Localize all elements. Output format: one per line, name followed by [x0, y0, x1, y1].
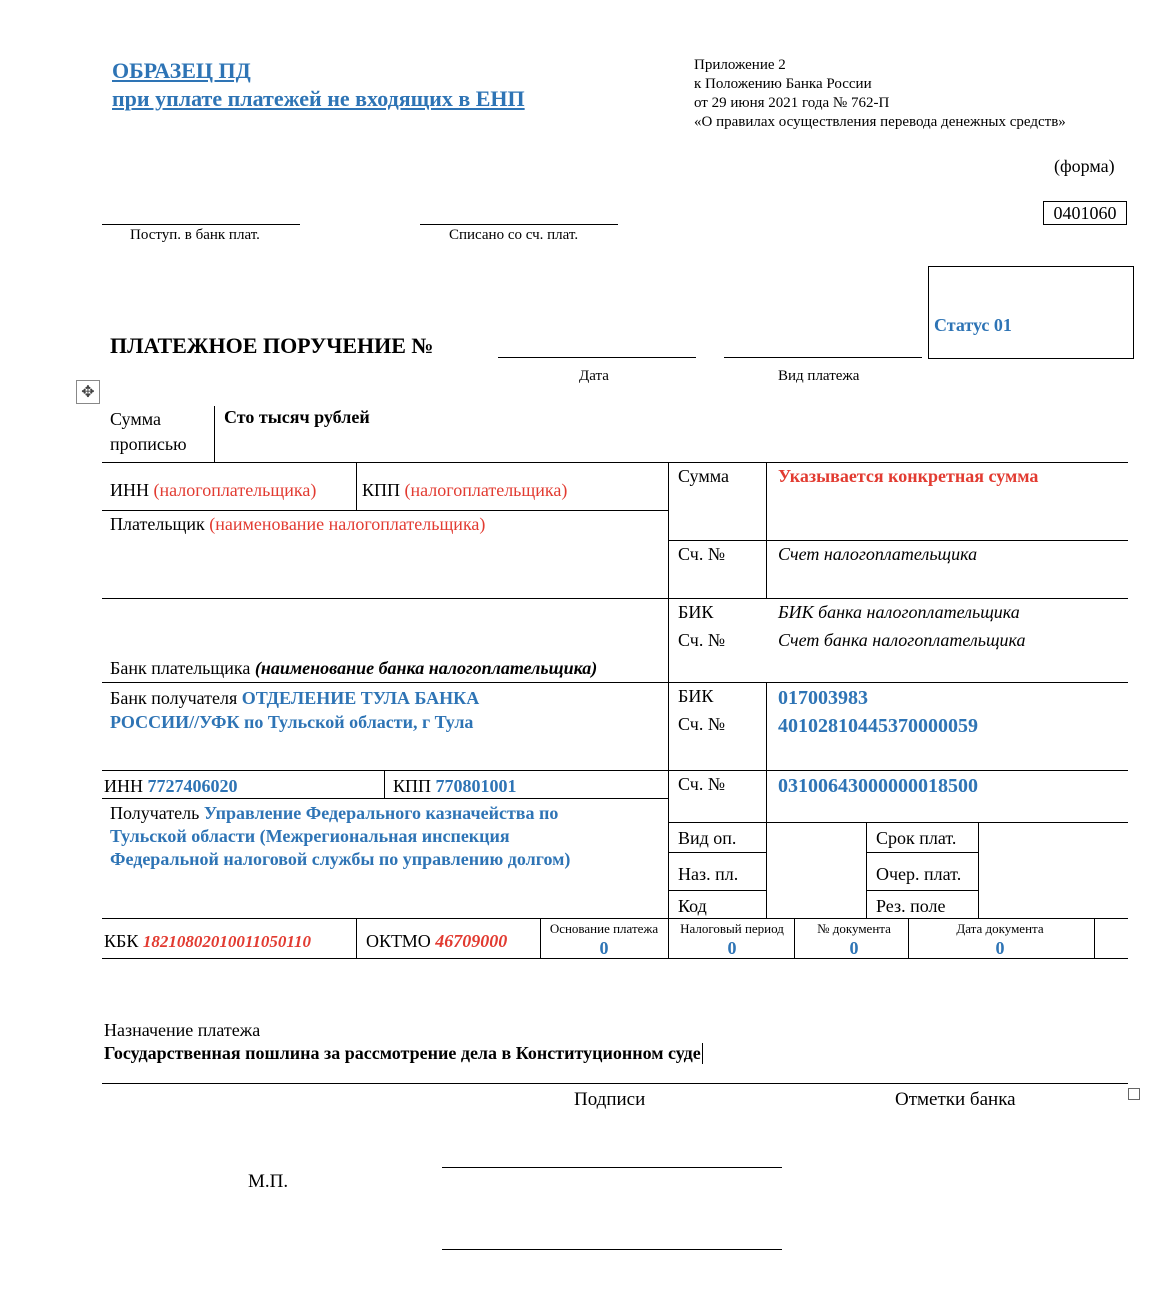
- hline: [668, 852, 766, 853]
- docdate-value: 0: [995, 938, 1005, 958]
- ocher-label: Очер. плат.: [876, 864, 962, 884]
- move-handle-icon[interactable]: ✥: [76, 380, 100, 404]
- oktmo-value: 46709000: [435, 931, 508, 951]
- purpose-label: Назначение платежа: [104, 1020, 261, 1040]
- period-label: Налоговый период: [680, 921, 784, 936]
- form-code-box: 0401060: [1043, 201, 1127, 225]
- hline: [102, 1083, 1128, 1084]
- recipient-name-line1: Управление Федерального казначейства по: [203, 803, 559, 823]
- payer-bank-account-label: Сч. №: [678, 630, 725, 650]
- payer-bank-account-value: Счет банка налогоплательщика: [778, 630, 1026, 650]
- payer-sum-label: Сумма: [678, 466, 729, 486]
- recipient-bank: [110, 686, 479, 734]
- vid-op-label: Вид оп.: [678, 828, 737, 848]
- appendix-line: Приложение 2: [694, 57, 786, 73]
- vline: [866, 822, 867, 918]
- sample-title-line2: при уплате платежей не входящих в ЕНП: [112, 86, 525, 111]
- oktmo-label: ОКТМО: [366, 931, 431, 951]
- recipient-name-label: Получатель: [110, 803, 200, 823]
- status-value: Статус 01: [934, 315, 1012, 335]
- vline: [766, 682, 767, 918]
- status-box: [928, 266, 1134, 359]
- amount-words-label: [110, 407, 187, 457]
- type-line: [724, 357, 922, 358]
- hline: [102, 798, 668, 799]
- payer-bik-label: БИК: [678, 602, 714, 622]
- payer-inn: [110, 480, 316, 501]
- payer-bank-label: Банк плательщика: [110, 658, 251, 678]
- recipient-inn: [104, 776, 238, 797]
- recipient-name: [110, 802, 570, 871]
- srok-label: Срок плат.: [876, 828, 957, 848]
- recipient-bik-value: 017003983: [778, 687, 868, 709]
- payer-inn-label: ИНН: [110, 480, 149, 500]
- order-title: ПЛАТЕЖНОЕ ПОРУЧЕНИЕ №: [110, 333, 434, 358]
- recipient-bank-value-line2: РОССИИ//УФК по Тульской области, г Тула: [110, 712, 474, 732]
- forma-label: (форма): [1054, 156, 1115, 176]
- hline: [668, 540, 1128, 541]
- recipient-account-label: Сч. №: [678, 774, 725, 794]
- kbk: [104, 931, 311, 952]
- vline: [978, 822, 979, 918]
- amount-words-value: Сто тысяч рублей: [224, 407, 370, 427]
- period-value: 0: [727, 938, 737, 958]
- payer-inn-value: (налогоплательщика): [153, 480, 317, 500]
- vline: [668, 462, 669, 958]
- rez-label: Рез. поле: [876, 896, 946, 916]
- appendix-block: [694, 56, 1066, 132]
- recipient-inn-value: 7727406020: [147, 776, 238, 796]
- payer-bank: [110, 658, 597, 679]
- debited-label: Списано со сч. плат.: [449, 227, 579, 243]
- recipient-bik-label: БИК: [678, 686, 714, 706]
- kbk-value: 18210802010011050110: [142, 932, 311, 951]
- vline: [1094, 918, 1095, 958]
- naz-label: Наз. пл.: [678, 864, 739, 884]
- docnum-value: 0: [849, 938, 859, 958]
- payer-account-value: Счет налогоплательщика: [778, 544, 978, 564]
- sample-title-line1: ОБРАЗЕЦ ПД: [112, 58, 251, 83]
- payer-name-value: (наименование налогоплательщика): [209, 514, 486, 534]
- recipient-inn-label: ИНН: [104, 776, 143, 796]
- payer-bank-value: (наименование банка налогоплательщика): [254, 658, 598, 678]
- vline: [766, 462, 767, 598]
- recipient-bank-label: Банк получателя: [110, 688, 238, 708]
- type-label: Вид платежа: [778, 368, 860, 384]
- hline: [668, 822, 1128, 823]
- hline: [102, 598, 1128, 599]
- payer-sum-value: Указывается конкретная сумма: [778, 466, 1039, 486]
- stamp-label: М.П.: [248, 1171, 289, 1192]
- recipient-account-value: 03100643000000018500: [778, 775, 978, 797]
- recipient-name-line3: Федеральной налоговой службы по управлению долгом): [110, 849, 571, 869]
- hline: [102, 682, 1128, 683]
- hline: [102, 462, 1128, 463]
- bank-marks-label: Отметки банка: [895, 1089, 1016, 1110]
- hline: [866, 890, 978, 891]
- vline: [356, 462, 357, 510]
- payer-name-label: Плательщик: [110, 514, 205, 534]
- payer-kpp-value: (налогоплательщика): [404, 480, 568, 500]
- vline: [214, 406, 215, 462]
- vline: [356, 918, 357, 958]
- hline: [102, 918, 1128, 919]
- signatures-label: Подписи: [574, 1089, 646, 1110]
- payer-bik-value: БИК банка налогоплательщика: [778, 602, 1020, 622]
- resize-handle-icon[interactable]: [1128, 1088, 1140, 1100]
- oktmo: [366, 931, 507, 952]
- appendix-line: к Положению Банка России: [694, 76, 872, 92]
- recipient-name-line2: Тульской области (Межрегиональная инспекция: [110, 826, 510, 846]
- appendix-line: от 29 июня 2021 года № 762-П: [694, 95, 890, 111]
- amount-words-label-line1: Сумма: [110, 409, 161, 429]
- docdate-label: Дата документа: [956, 921, 1044, 936]
- hline: [102, 770, 1128, 771]
- docnum-label: № документа: [817, 921, 891, 936]
- payer-kpp-label: КПП: [362, 480, 401, 500]
- kod-label: Код: [678, 896, 707, 916]
- hline: [668, 890, 766, 891]
- signature-line-2: [442, 1249, 782, 1250]
- basis-value: 0: [599, 938, 609, 958]
- hline: [102, 510, 668, 511]
- payer-name: [110, 514, 485, 535]
- vline: [384, 770, 385, 798]
- basis-label: Основание платежа: [549, 921, 659, 936]
- hline: [866, 852, 978, 853]
- recipient-bank-value-line1: ОТДЕЛЕНИЕ ТУЛА БАНКА: [241, 688, 480, 708]
- recipient-corr-label: Сч. №: [678, 714, 725, 734]
- recipient-corr-value: 40102810445370000059: [778, 715, 978, 737]
- received-label: Поступ. в банк плат.: [130, 227, 260, 243]
- amount-words-label-line2: прописью: [110, 434, 187, 454]
- signature-line-1: [442, 1167, 782, 1168]
- date-label: Дата: [579, 368, 609, 384]
- date-line: [498, 357, 696, 358]
- vline: [540, 918, 541, 958]
- payer-account-label: Сч. №: [678, 544, 725, 564]
- purpose-value[interactable]: Государственная пошлина за рассмотрение дела в Конституционном суде: [104, 1043, 701, 1063]
- payer-kpp: [362, 480, 567, 501]
- debited-line: [420, 224, 618, 225]
- recipient-kpp-value: 770801001: [435, 776, 517, 796]
- kbk-label: КБК: [104, 931, 139, 951]
- recipient-kpp: [393, 776, 517, 797]
- received-line: [102, 224, 300, 225]
- recipient-kpp-label: КПП: [393, 776, 432, 796]
- appendix-line: «О правилах осуществления перевода денежных средств»: [694, 114, 1066, 130]
